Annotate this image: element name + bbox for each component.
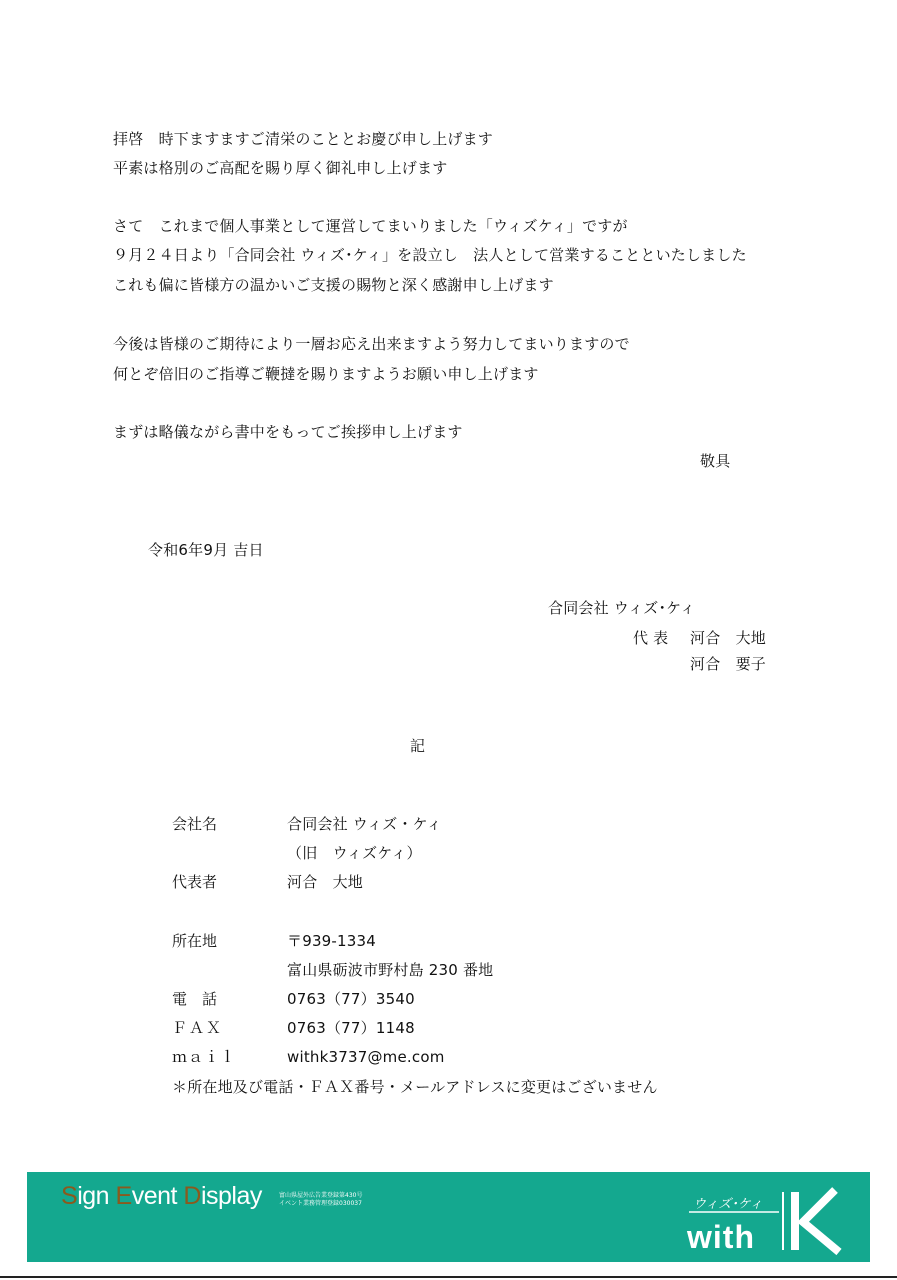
event-e-letter: E [115, 1182, 132, 1210]
body-line-2: ９月２４日より「合同会社 ウィズ･ケィ」を設立し 法人として営業することといたしました [113, 246, 747, 264]
registration-line-1: 富山県屋外広告業登録第430号 [279, 1192, 363, 1199]
sender-rep-1: 河合 大地 [690, 629, 767, 647]
body-line-3: これも偏に皆様方の温かいご支援の賜物と深く感謝申し上げます [113, 276, 554, 294]
bottom-rule [0, 1276, 897, 1278]
company-value: 合同会社 ウィズ・ケィ [287, 815, 442, 833]
display-d-letter: D [183, 1182, 201, 1210]
mail-label: ｍａｉｌ [172, 1048, 237, 1066]
address-value: 富山県砺波市野村島 230 番地 [287, 961, 494, 979]
body-line-4: 今後は皆様のご期待により一層お応え出来ますよう努力してまいりますので [113, 335, 630, 353]
logo-kana: ウィズ･ケィ [693, 1197, 763, 1212]
greeting-line-1: 拝啓 時下ますますご清栄のこととお慶び申し上げます [113, 130, 494, 148]
change-note: ＊所在地及び電話・ＦＡＸ番号・メールアドレスに変更はございません [172, 1078, 658, 1096]
greeting-line-2: 平素は格別のご高配を賜り厚く御礼申し上げます [113, 159, 448, 177]
rep-value: 河合 大地 [287, 873, 364, 891]
former-name: （旧 ウィズケィ） [287, 844, 422, 862]
event-rest: vent [131, 1182, 184, 1210]
logo-k-arms [803, 1190, 839, 1252]
tel-label: 電 話 [172, 990, 218, 1008]
address-label: 所在地 [172, 932, 218, 950]
sign-s-letter: S [61, 1182, 78, 1210]
registration-info [279, 1192, 362, 1208]
fax-value: 0763（77）1148 [287, 1019, 415, 1037]
closing-keigu: 敬具 [700, 452, 731, 470]
sign-rest: ign [77, 1182, 116, 1210]
mail-value[interactable]: withk3737@me.com [287, 1048, 445, 1066]
withk-logo-graphic [683, 1184, 863, 1256]
postal-code: 〒939-1334 [287, 932, 377, 950]
withk-logo [683, 1184, 863, 1260]
sender-rep-title: 代 表 [633, 629, 669, 647]
tel-value: 0763（77）3540 [287, 990, 415, 1008]
sender-company: 合同会社 ウィズ･ケィ [548, 599, 696, 617]
sender-rep-2: 河合 要子 [690, 655, 767, 673]
body-line-5: 何とぞ倍旧のご指導ご鞭撻を賜りますようお願い申し上げます [113, 365, 539, 383]
date: 令和6年9月 吉日 [148, 541, 264, 559]
registration-line-2: イベント業務管理登録030037 [279, 1200, 362, 1207]
footer-banner [27, 1172, 870, 1262]
logo-k: K [683, 1184, 684, 1185]
logo-with: with [687, 1219, 755, 1255]
rep-label: 代表者 [172, 873, 218, 891]
ki-heading: 記 [410, 737, 426, 755]
body-line-6: まずは略儀ながら書中をもってご挨拶申し上げます [113, 423, 463, 441]
fax-label: ＦＡＸ [172, 1019, 224, 1037]
company-label: 会社名 [172, 815, 218, 833]
logo-k-stem [791, 1192, 799, 1250]
body-line-1: さて これまで個人事業として運営してまいりました「ウィズケィ」ですが [113, 217, 628, 235]
display-rest: isplay [200, 1182, 262, 1210]
sign-event-display-title [61, 1182, 262, 1211]
